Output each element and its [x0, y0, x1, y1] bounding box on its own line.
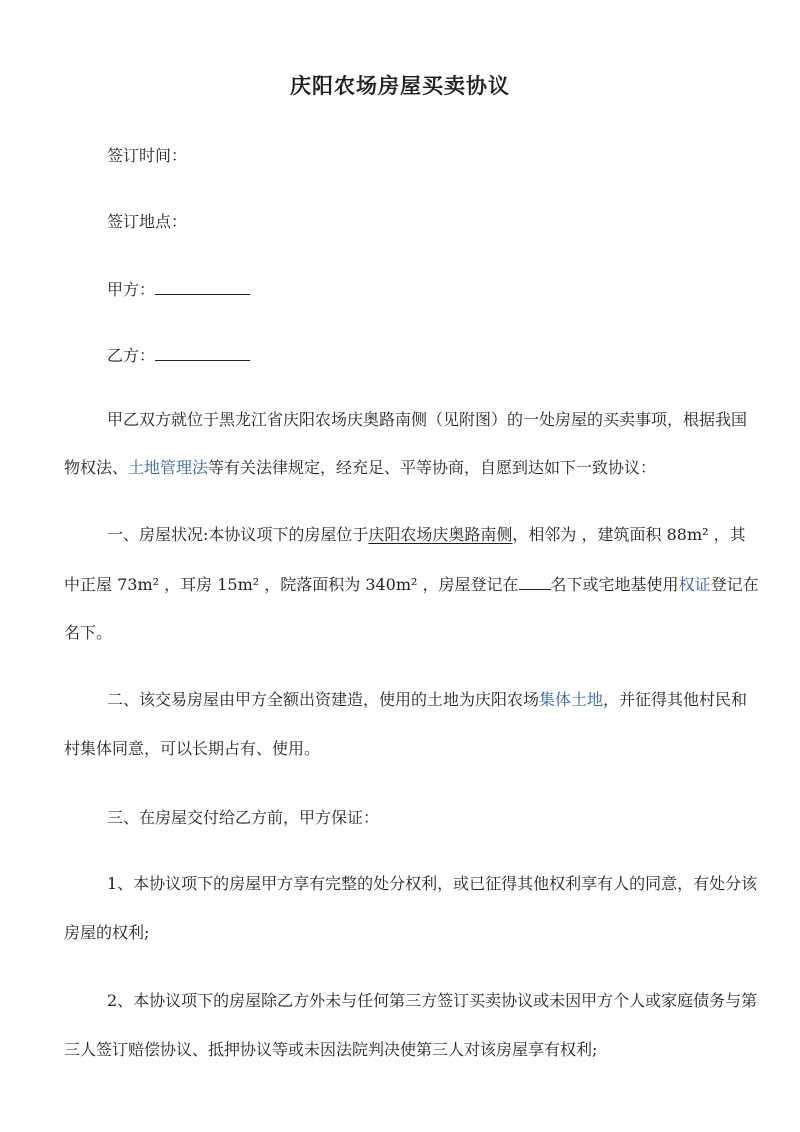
page-title: 庆阳农场房屋买卖协议 — [290, 73, 510, 98]
section3-heading: 三、在房屋交付给乙方前，甲方保证： — [107, 808, 380, 827]
section2-text: 二、该交易房屋由甲方全额出资建造，使用的土地为庆阳农场 — [107, 690, 540, 709]
owner-blank — [519, 574, 551, 590]
intro-line-2 — [64, 458, 656, 478]
section1-text-2: 中正屋 73m² ，耳房 15m² ，院落面积为 340m² ，房屋登记在 — [64, 575, 519, 594]
party-a-blank — [155, 279, 250, 295]
item1-line-1: 1、本协议项下的房屋甲方享有完整的处分权利，或已征得其他权利享有人的同意，有处分该 — [107, 874, 758, 893]
section1-text-3: 名下或宅地基使用 — [550, 575, 679, 594]
party-b-blank — [155, 345, 250, 361]
section2-line-1 — [107, 690, 747, 710]
section2-text-tail: ，并征得其他村民和 — [603, 690, 748, 709]
item2-line-1: 2、本协议项下的房屋除乙方外未与任何第三方签订买卖协议或未因甲方个人或家庭债务与第 — [107, 991, 758, 1010]
intro-text: 物权法、 — [64, 458, 129, 477]
location-underlined: 庆阳农场庆奥路南侧 — [368, 525, 513, 544]
item1-line-2: 房屋的权利; — [64, 923, 150, 942]
collective-land-link[interactable]: 集体土地 — [539, 690, 604, 709]
section1-line-1 — [107, 525, 746, 545]
intro-text-tail: 等有关法律规定，经充足、平等协商，自愿到达如下一致协议： — [208, 458, 657, 477]
party-b-line — [107, 345, 250, 366]
party-b-label: 乙方： — [107, 346, 156, 365]
sign-time-label: 签订时间： — [107, 146, 188, 165]
section1-line-2 — [64, 574, 759, 595]
intro-line-1: 甲乙双方就位于黑龙江省庆阳农场庆奥路南侧（见附图）的一处房屋的买卖事项，根据我国 — [107, 410, 748, 429]
section1-text: 一、房屋状况:本协议项下的房屋位于 — [107, 525, 369, 544]
section2-line-2: 村集体同意，可以长期占有、使用。 — [64, 739, 321, 758]
sign-place-label: 签订地点： — [107, 212, 188, 231]
section1-line-3: 名下。 — [64, 623, 113, 642]
certificate-link[interactable]: 权证 — [678, 575, 711, 594]
section1-text-tail: ，相邻为 ，建筑面积 88m² ，其 — [512, 525, 746, 544]
party-a-label: 甲方： — [107, 280, 156, 299]
item2-line-2: 三人签订赔偿协议、抵押协议等或未因法院判决使第三人对该房屋享有权利; — [64, 1040, 598, 1059]
section1-text-4: 登记在 — [710, 575, 759, 594]
land-law-link[interactable]: 土地管理法 — [128, 458, 209, 477]
party-a-line — [107, 279, 250, 300]
